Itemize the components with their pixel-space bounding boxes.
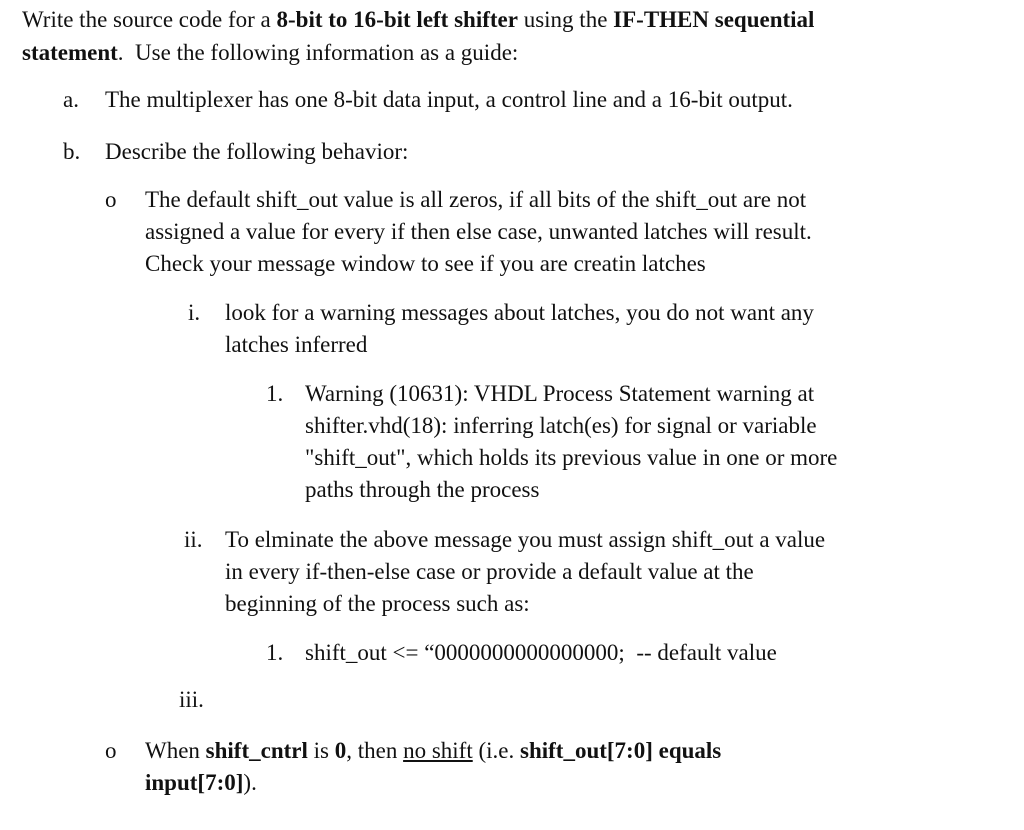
bold-text: 8-bit to 16-bit left shifter bbox=[276, 7, 518, 32]
bullet-marker: o bbox=[105, 187, 117, 212]
text: is bbox=[307, 738, 335, 763]
default-value-code: shift_out <= “0000000000000000; -- default value bbox=[305, 640, 777, 665]
roman-ii-line: in every if-then-else case or provide a default value at the bbox=[225, 559, 754, 584]
list-marker: b. bbox=[63, 139, 81, 164]
bullet2-line-2 bbox=[145, 769, 257, 797]
bullet-marker: o bbox=[105, 738, 117, 763]
text: ). bbox=[243, 770, 257, 795]
bold-text: shift_cntrl bbox=[205, 738, 308, 763]
text: . Use the following information as a guide: bbox=[117, 40, 519, 65]
bullet1-line: The default shift_out value is all zeros, if all bits of the shift_out are not bbox=[145, 187, 807, 212]
list-marker: 1. bbox=[266, 640, 284, 665]
bullet1-line: assigned a value for every if then else case, unwanted latches will result. bbox=[145, 219, 812, 244]
intro-line-1 bbox=[22, 6, 814, 34]
intro-line-2 bbox=[22, 39, 518, 67]
bold-text: statement bbox=[22, 40, 118, 65]
list-marker: ii. bbox=[184, 527, 203, 552]
warning-line: paths through the process bbox=[305, 477, 540, 502]
bold-text: IF-THEN sequential bbox=[613, 7, 815, 32]
item-b-text: Describe the following behavior: bbox=[105, 139, 409, 164]
list-marker: 1. bbox=[266, 381, 284, 406]
text: When bbox=[145, 738, 206, 763]
warning-line: Warning (10631): VHDL Process Statement warning at bbox=[305, 381, 815, 406]
warning-line: "shift_out", which holds its previous value in one or more bbox=[305, 445, 838, 470]
bullet2-line-1 bbox=[145, 737, 721, 765]
bullet1-line: Check your message window to see if you are creatin latches bbox=[145, 251, 706, 276]
roman-i-line: latches inferred bbox=[225, 332, 368, 357]
underlined-text: no shift bbox=[403, 738, 473, 763]
text: using the bbox=[517, 7, 614, 32]
bold-text: 0 bbox=[334, 738, 347, 763]
bold-text: shift_out[7:0] equals bbox=[520, 738, 722, 763]
list-marker: iii. bbox=[179, 687, 204, 712]
roman-i-line: look for a warning messages about latches, you do not want any bbox=[225, 300, 814, 325]
text: (i.e. bbox=[472, 738, 520, 763]
item-a-text: The multiplexer has one 8-bit data input, a control line and a 16-bit output. bbox=[105, 87, 793, 112]
roman-ii-line: To elminate the above message you must assign shift_out a value bbox=[225, 527, 826, 552]
bold-text: input[7:0] bbox=[145, 770, 244, 795]
list-marker: i. bbox=[188, 300, 201, 325]
warning-line: shifter.vhd(18): inferring latch(es) for signal or variable bbox=[305, 413, 817, 438]
text: , then bbox=[346, 738, 404, 763]
roman-ii-line: beginning of the process such as: bbox=[225, 591, 530, 616]
list-marker: a. bbox=[63, 87, 79, 112]
text: Write the source code for a bbox=[22, 7, 277, 32]
